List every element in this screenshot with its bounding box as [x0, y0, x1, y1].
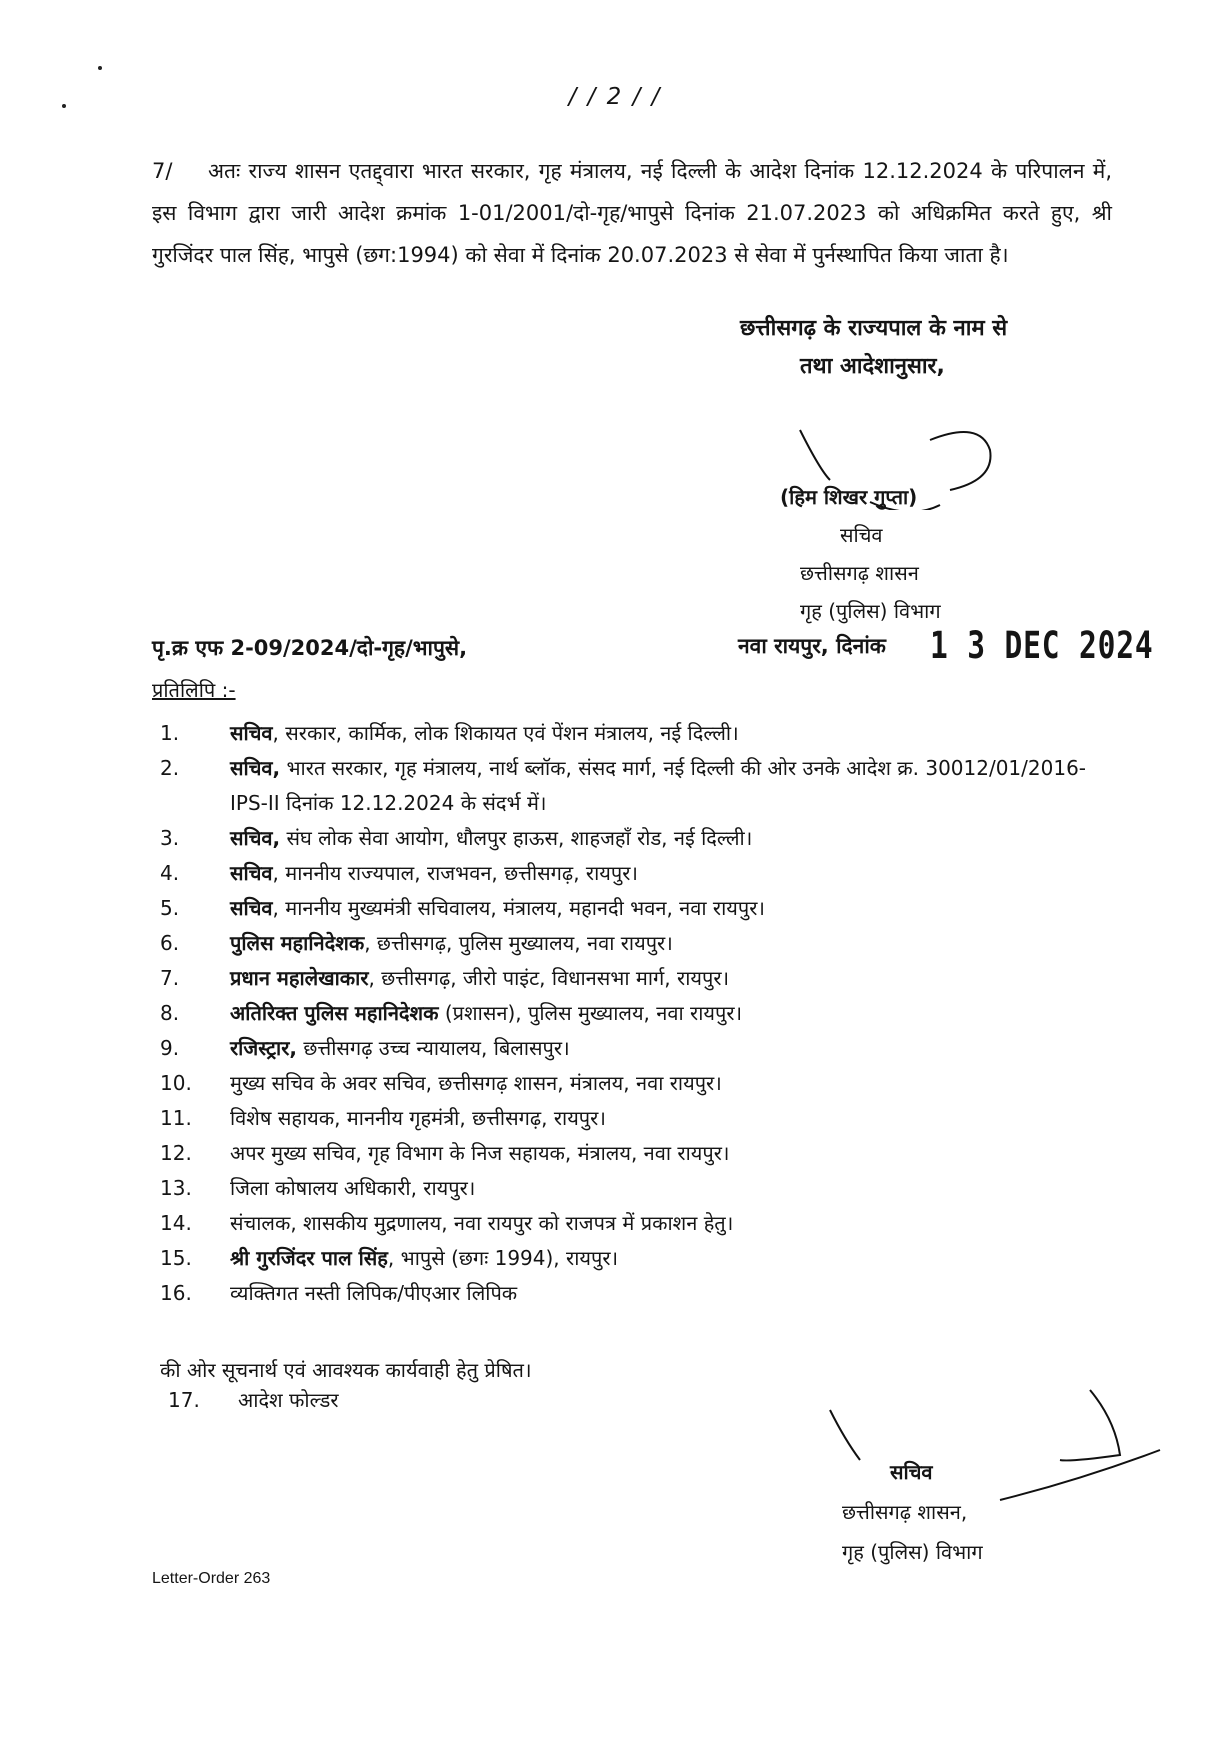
- order-paragraph: [152, 150, 1112, 276]
- list-item-number: 14.: [160, 1211, 192, 1235]
- reference-number: पृ.क्र एफ 2-09/2024/दो-गृह/भापुसे,: [152, 636, 468, 660]
- list-item-address: , छत्तीसगढ़, जीरो पाइंट, विधानसभा मार्ग, रायपुर।: [368, 966, 730, 990]
- list-item-number: 9.: [160, 1036, 180, 1060]
- date-stamp: 1 3 DEC 2024: [930, 624, 1154, 667]
- list-item-address: , सरकार, कार्मिक, लोक शिकायत एवं पेंशन मंत्रालय, नई दिल्ली।: [272, 721, 739, 745]
- list-item: [160, 891, 1120, 926]
- list-item-number: 2.: [160, 756, 180, 780]
- list-item-address: मुख्य सचिव के अवर सचिव, छत्तीसगढ़ शासन, मंत्रालय, नवा रायपुर।: [230, 1071, 722, 1095]
- governor-signoff: [740, 310, 1007, 386]
- list-item-recipient: सचिव: [230, 896, 273, 920]
- list-item-recipient: रजिस्ट्रार,: [230, 1036, 298, 1060]
- list-item-text: [230, 821, 1120, 856]
- list-item: [160, 1066, 1120, 1101]
- list-item: [160, 926, 1120, 961]
- list-item-address: भारत सरकार, गृह मंत्रालय, नार्थ ब्लॉक, संसद मार्ग, नई दिल्ली की ओर उनके आदेश क्र. 30012/01/2016-IPS-II दिनांक 12.12.2024 के संदर्भ में।: [230, 756, 1087, 815]
- list-item-address: जिला कोषालय अधिकारी, रायपुर।: [230, 1176, 476, 1200]
- list-item: [160, 1101, 1120, 1136]
- footer-reference: Letter-Order 263: [152, 1570, 271, 1587]
- list-item-text: [230, 1066, 1120, 1101]
- list-item: [168, 1383, 532, 1418]
- list-item: [160, 856, 1120, 891]
- forward-note-block: [160, 1356, 532, 1418]
- signatory-2-block: [842, 1452, 983, 1572]
- list-item: [160, 1031, 1120, 1066]
- list-item-text: [230, 1101, 1120, 1136]
- list-item-number: 7.: [160, 966, 180, 990]
- list-item-number: 10.: [160, 1071, 192, 1095]
- list-item-number: 13.: [160, 1176, 192, 1200]
- signatory-1-name: (हिम शिखर गुप्ता): [780, 485, 918, 509]
- signatory-1-block: [780, 478, 941, 630]
- list-item: [160, 961, 1120, 996]
- list-item-text: [230, 1031, 1120, 1066]
- list-item-text: आदेश फोल्डर: [238, 1388, 339, 1412]
- list-item: [160, 1136, 1120, 1171]
- list-item-number: 17.: [168, 1388, 200, 1412]
- list-item-address: संचालक, शासकीय मुद्रणालय, नवा रायपुर को राजपत्र में प्रकाशन हेतु।: [230, 1211, 734, 1235]
- list-item-text: [230, 996, 1120, 1031]
- list-item-address: अपर मुख्य सचिव, गृह विभाग के निज सहायक, मंत्रालय, नवा रायपुर।: [230, 1141, 730, 1165]
- signatory-1-dept: गृह (पुलिस) विभाग: [800, 599, 941, 623]
- list-item-number: 6.: [160, 931, 180, 955]
- list-item-text: [230, 751, 1120, 821]
- signoff-line-2: तथा आदेशानुसार,: [800, 354, 945, 379]
- copy-list: [160, 716, 1120, 1311]
- paragraph-text: अतः राज्य शासन एतद्द्वारा भारत सरकार, गृह मंत्रालय, नई दिल्ली के आदेश दिनांक 12.12.2024 के परिपालन में, इस विभाग द्वारा जारी आदेश क्रमांक 1-01/2001/दो-गृह/भापुसे दिनांक 21.07.2023 को अधिक्रमित करते हुए, श्री गुरजिंदर पाल सिंह, भापुसे (छग:1994) को सेवा में दिनांक 20.07.2023 से सेवा में पुर्नस्थापित किया जाता है।: [152, 159, 1112, 267]
- forward-note: की ओर सूचनार्थ एवं आवश्यक कार्यवाही हेतु प्रेषित।: [160, 1358, 532, 1382]
- list-item-text: [230, 961, 1120, 996]
- list-item-text: [230, 1136, 1120, 1171]
- list-item-number: 1.: [160, 721, 180, 745]
- list-item-text: [230, 1241, 1120, 1276]
- list-item-text: [230, 1206, 1120, 1241]
- signatory-2-dept: गृह (पुलिस) विभाग: [842, 1540, 983, 1564]
- list-item-recipient: प्रधान महालेखाकार: [230, 966, 369, 990]
- list-item-text: [230, 891, 1120, 926]
- list-item-address: , माननीय राज्यपाल, राजभवन, छत्तीसगढ़, रायपुर।: [272, 861, 638, 885]
- list-item-recipient: अतिरिक्त पुलिस महानिदेशक: [230, 1001, 439, 1025]
- paragraph-number: 7/: [152, 159, 173, 183]
- signatory-1-title: सचिव: [840, 523, 883, 547]
- list-item-address: (प्रशासन), पुलिस मुख्यालय, नवा रायपुर।: [438, 1001, 743, 1025]
- list-item-number: 5.: [160, 896, 180, 920]
- list-item-recipient: सचिव: [230, 721, 273, 745]
- copy-header: प्रतिलिपि :-: [152, 678, 236, 702]
- list-item: [160, 1206, 1120, 1241]
- list-item-text: [230, 856, 1120, 891]
- list-item-number: 11.: [160, 1106, 192, 1130]
- list-item-text: [230, 1276, 1120, 1311]
- list-item: [160, 751, 1120, 821]
- signatory-1-org: छत्तीसगढ़ शासन: [800, 561, 919, 585]
- scan-speck: [98, 66, 102, 70]
- list-item-address: विशेष सहायक, माननीय गृहमंत्री, छत्तीसगढ़, रायपुर।: [230, 1106, 606, 1130]
- list-item-text: [230, 716, 1120, 751]
- list-item-number: 8.: [160, 1001, 180, 1025]
- list-item-address: , भापुसे (छगः 1994), रायपुर।: [387, 1246, 619, 1270]
- list-item-address: , छत्तीसगढ़, पुलिस मुख्यालय, नवा रायपुर।: [364, 931, 673, 955]
- signatory-2-title: सचिव: [890, 1460, 933, 1484]
- list-item-number: 15.: [160, 1246, 192, 1270]
- list-item-number: 12.: [160, 1141, 192, 1165]
- list-item: [160, 996, 1120, 1031]
- list-item: [160, 1276, 1120, 1311]
- list-item-text: [230, 1171, 1120, 1206]
- list-item-address: संघ लोक सेवा आयोग, धौलपुर हाऊस, शाहजहाँ रोड, नई दिल्ली।: [280, 826, 753, 850]
- list-item: [160, 1171, 1120, 1206]
- place-date-label: नवा रायपुर, दिनांक: [738, 634, 886, 658]
- list-item-text: [230, 926, 1120, 961]
- list-item-number: 3.: [160, 826, 180, 850]
- list-item-recipient: पुलिस महानिदेशक: [230, 931, 365, 955]
- list-item: [160, 1241, 1120, 1276]
- list-item-address: छत्तीसगढ़ उच्च न्यायालय, बिलासपुर।: [297, 1036, 570, 1060]
- list-item-address: व्यक्तिगत नस्ती लिपिक/पीएआर लिपिक: [230, 1281, 518, 1305]
- list-item-number: 16.: [160, 1281, 192, 1305]
- page-number: / / 2 / /: [568, 84, 662, 110]
- list-item: [160, 716, 1120, 751]
- list-item-address: , माननीय मुख्यमंत्री सचिवालय, मंत्रालय, महानदी भवन, नवा रायपुर।: [272, 896, 765, 920]
- list-item-recipient: सचिव,: [230, 826, 281, 850]
- list-item-recipient: श्री गुरजिंदर पाल सिंह: [230, 1246, 388, 1270]
- list-item-number: 4.: [160, 861, 180, 885]
- list-item: [160, 821, 1120, 856]
- signoff-line-1: छत्तीसगढ़ के राज्यपाल के नाम से: [740, 316, 1008, 341]
- list-item-recipient: सचिव: [230, 861, 273, 885]
- list-item-recipient: सचिव,: [230, 756, 281, 780]
- signatory-2-org: छत्तीसगढ़ शासन,: [842, 1500, 968, 1524]
